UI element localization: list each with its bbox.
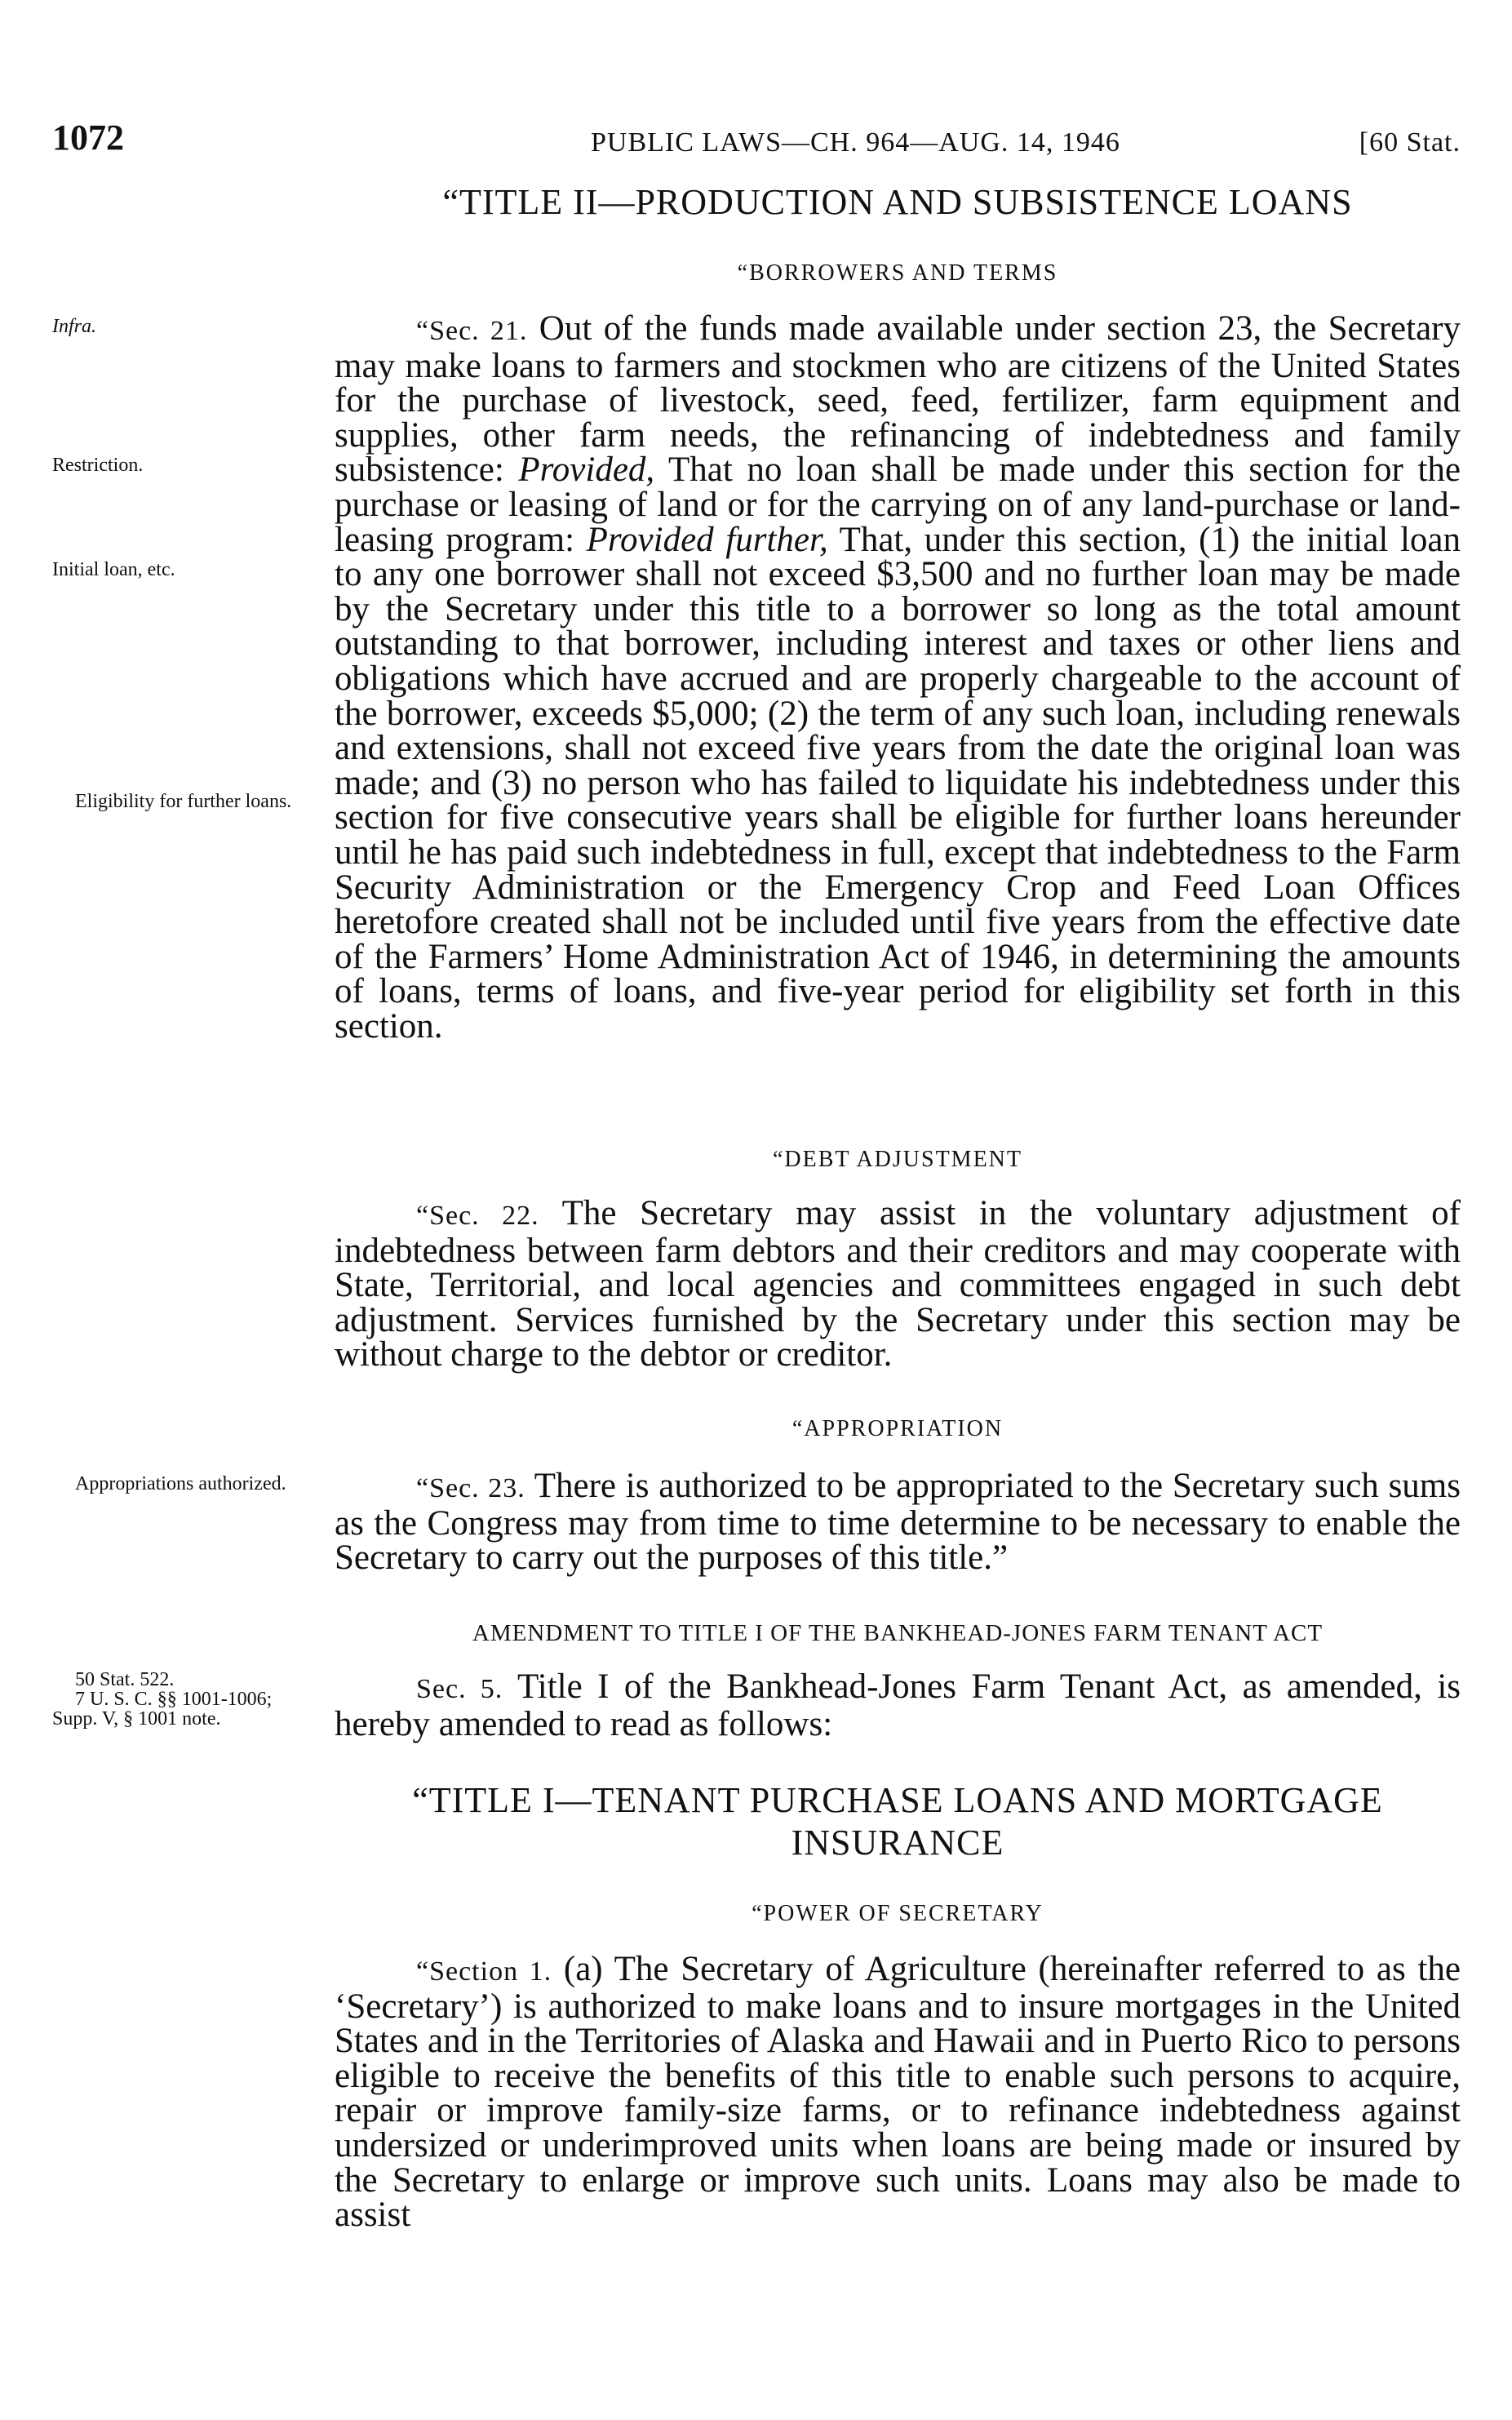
section-21-text-a: Out of the funds made available under section 23, the Secretary may make loans to farmers and stockmen who are citizens of the United States for the purchase of livestock, seed, feed, fertilizer, farm equipment and supplies, other farm needs, the refinancing of indebtedness and family subsistence:	[335, 309, 1461, 490]
title-ii-heading: “TITLE II—PRODUCTION AND SUBSISTENCE LOANS	[442, 182, 1353, 222]
volume-reference: [60 Stat.	[1359, 127, 1461, 158]
subheading-borrowers-and-terms: “BORROWERS AND TERMS	[737, 260, 1058, 286]
provided-further-clause: Provided further,	[586, 520, 828, 559]
section-5-label: Sec. 5.	[416, 1674, 503, 1704]
subheading-debt-adjustment: “DEBT ADJUSTMENT	[772, 1147, 1023, 1172]
margin-note-infra: Infra.	[52, 316, 96, 337]
subheading-power-of-secretary: “POWER OF SECRETARY	[752, 1901, 1044, 1926]
margin-note-citation-usc: 7 U. S. C. §§ 1001-1006; Supp. V, § 1001 note.	[52, 1689, 273, 1730]
margin-note-eligibility: Eligibility for further loans.	[75, 791, 292, 812]
section-1-text: (a) The Secretary of Agriculture (hereinafter referred to as the ‘Secretary’) is authorized to make loans and to insure mortgages in the United States and in the Territories of Alaska and Hawaii and in Puerto Rico to persons eligible to receive the benefits of this title to enable such persons to acquire, repair or improve family-size farms, or to refinance indebtedness against undersized or underimproved units when loans are being made or insured by the Secretary to enlarge or improve such units. Loans may also be made to assist	[335, 1950, 1461, 2235]
section-21-text-b: That no loan shall be made under this section for the purchase or leasing of land or for the carrying on of any land-purchase or land-leasing program:	[335, 451, 1461, 559]
provided-clause: Provided,	[518, 451, 655, 490]
section-1	[335, 1952, 1461, 2233]
section-23	[335, 1469, 1461, 1576]
section-5-text: Title I of the Bankhead-Jones Farm Tenant Act, as amended, is hereby amended to read as follows:	[335, 1667, 1461, 1743]
section-21-text-c: That, under this section, (1) the initial loan to any one borrower shall not exceed $3,500 and no further loan may be made by the Secretary under this title to a borrower so long as the total amount outstanding to that borrower, including interest and taxes or other liens and obligations which have accrued and are properly chargeable to the account of the borrower, exceeds $5,000; (2) the term of any such loan, including renewals and extensions, shall not exceed five years from the date the original loan was made; and (3) no person who has failed to liquidate his indebtedness under this section for five consecutive years shall be eligible for further loans hereunder until he has paid such indebtedness in full, except that indebtedness to the Farm Security Administration or the Emergency Crop and Feed Loan Offices heretofore created shall not be included until five years from the effective date of the Farmers’ Home Administration Act of 1946, in determining the amounts of loans, terms of loans, and five-year period for eligibility set forth in this section.	[335, 520, 1461, 1046]
page-number: 1072	[52, 118, 124, 158]
section-23-text: There is authorized to be appropriated to the Secretary such sums as the Congress may from time to time determine to be necessary to enable the Secretary to carry out the purposes of this title.”	[335, 1467, 1461, 1578]
section-23-label: “Sec. 23.	[416, 1473, 525, 1503]
section-21	[335, 309, 1461, 1046]
title-i-heading: “TITLE I—TENANT PURCHASE LOANS AND MORTGAGE INSURANCE	[412, 1780, 1383, 1863]
running-head: PUBLIC LAWS—CH. 964—AUG. 14, 1946	[591, 127, 1120, 158]
subheading-appropriation: “APPROPRIATION	[791, 1416, 1004, 1441]
section-22-label: “Sec. 22.	[416, 1201, 539, 1231]
section-1-label: “Section 1.	[416, 1956, 552, 1987]
margin-note-citation-stat: 50 Stat. 522.	[75, 1669, 175, 1690]
margin-note-initial-loan: Initial loan, etc.	[52, 559, 175, 580]
section-22	[335, 1194, 1461, 1374]
section-22-text: The Secretary may assist in the voluntary adjustment of indebtedness between farm debtors and their creditors and may cooperate with State, Territorial, and local agencies and committees engaged in such debt adjustment. Services furnished by the Secretary under this section may be without charge to the debtor or creditor.	[335, 1194, 1461, 1374]
amendment-heading: AMENDMENT TO TITLE I OF THE BANKHEAD-JONES FARM TENANT ACT	[472, 1620, 1324, 1646]
margin-note-appropriations: Appropriations authorized.	[75, 1473, 286, 1494]
section-5	[335, 1667, 1461, 1743]
section-21-label: “Sec. 21.	[416, 316, 528, 346]
margin-note-restriction: Restriction.	[52, 455, 144, 476]
